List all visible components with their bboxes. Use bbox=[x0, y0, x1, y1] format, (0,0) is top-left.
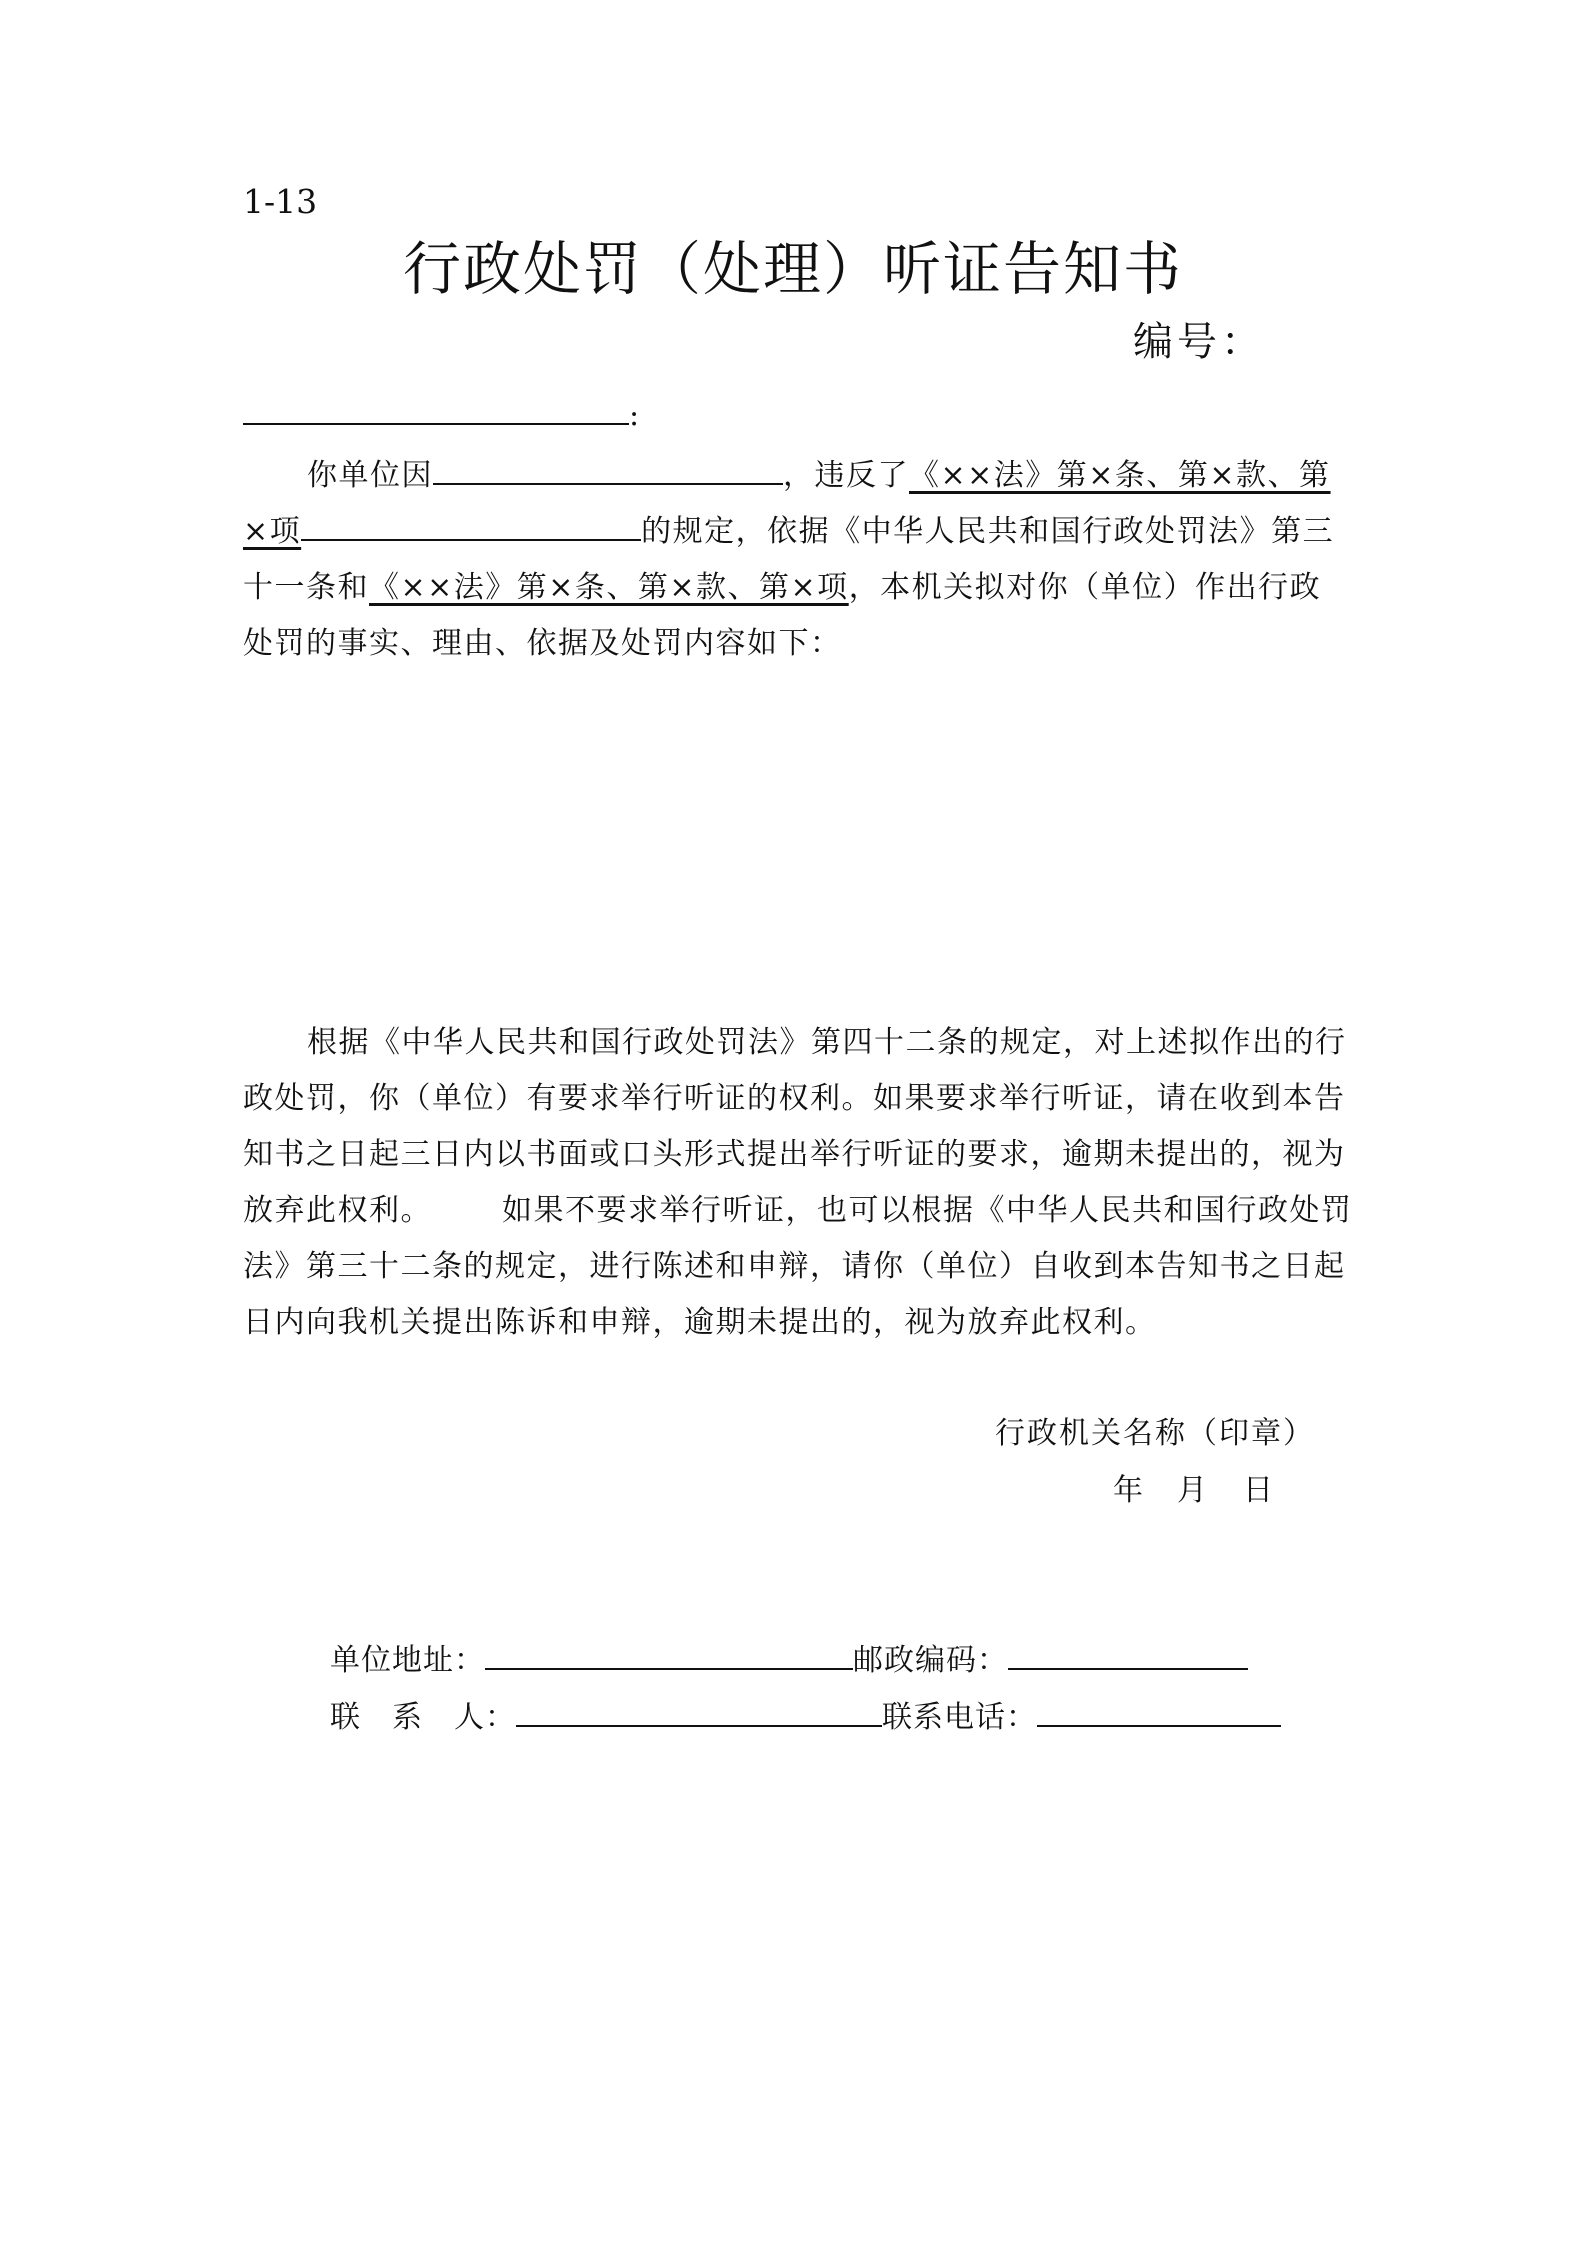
paragraph2-line1: 根据《中华人民共和国行政处罚法》第四十二条的规定，对上述拟作出的行 bbox=[307, 1025, 1347, 1060]
violated-law-item: ×项 bbox=[243, 514, 302, 549]
paragraph2-line6: 日内向我机关提出陈诉和申辩，逾期未提出的，视为放弃此权利。 bbox=[243, 1305, 1157, 1340]
postcode-label: 邮政编码： bbox=[853, 1643, 1008, 1678]
text-intend: ，本机关拟对你（单位）作出行政 bbox=[848, 570, 1322, 605]
postcode-blank[interactable] bbox=[1008, 1638, 1248, 1670]
date-month: 月 bbox=[1177, 1473, 1209, 1508]
phone-label: 联系电话： bbox=[882, 1700, 1037, 1735]
text-article: 十一条和 bbox=[243, 570, 369, 605]
form-code: 1-13 bbox=[243, 182, 318, 221]
document-number-label: 编号： bbox=[1133, 319, 1265, 365]
address-blank[interactable] bbox=[485, 1638, 853, 1670]
phone-blank[interactable] bbox=[1037, 1695, 1281, 1727]
paragraph1-line4: 处罚的事实、理由、依据及处罚内容如下： bbox=[243, 626, 842, 661]
address-row bbox=[330, 1635, 1248, 1679]
date-year: 年 bbox=[1113, 1473, 1145, 1508]
paragraph2-line4 bbox=[243, 1185, 1353, 1229]
document-title: 行政处罚（处理）听证告知书 bbox=[402, 235, 1183, 303]
paragraph2-line2: 政处罚，你（单位）有要求举行听证的权利。如果要求举行听证，请在收到本告 bbox=[243, 1081, 1346, 1116]
address-label: 单位地址： bbox=[330, 1643, 485, 1678]
paragraph1-line2 bbox=[243, 506, 1334, 550]
text-basis: 的规定，依据《中华人民共和国行政处罚法》第三 bbox=[641, 514, 1335, 549]
paragraph2-line5: 法》第三十二条的规定，进行陈述和申辩，请你（单位）自收到本告知书之日起 bbox=[243, 1249, 1346, 1284]
paragraph1-line1 bbox=[243, 450, 1331, 494]
violation-reason-blank[interactable] bbox=[433, 453, 783, 485]
violated-law-text: 《××法》第×条、第×款、第 bbox=[909, 458, 1331, 493]
recipient-line bbox=[243, 393, 639, 433]
text-waive: 放弃此权利。 bbox=[243, 1193, 432, 1228]
contact-row bbox=[330, 1692, 1281, 1736]
paragraph2-line3: 知书之日起三日内以书面或口头形式提出举行听证的要求，逾期未提出的，视为 bbox=[243, 1137, 1346, 1172]
authority-seal-label: 行政机关名称（印章） bbox=[995, 1416, 1315, 1451]
text-reason-prefix: 你单位因 bbox=[307, 458, 433, 493]
date-day: 日 bbox=[1243, 1473, 1275, 1508]
recipient-blank[interactable] bbox=[243, 393, 629, 425]
contact-person-blank[interactable] bbox=[516, 1695, 882, 1727]
text-violated: ，违反了 bbox=[783, 458, 909, 493]
recipient-colon: : bbox=[629, 398, 640, 433]
violated-law-blank[interactable] bbox=[301, 509, 641, 541]
text-no-hearing: 如果不要求举行听证，也可以根据《中华人民共和国行政处罚 bbox=[502, 1193, 1353, 1228]
paragraph1-line3 bbox=[243, 562, 1321, 606]
basis-law-text: 《××法》第×条、第×款、第×项 bbox=[369, 570, 849, 605]
contact-person-label: 联 系 人： bbox=[330, 1700, 516, 1735]
